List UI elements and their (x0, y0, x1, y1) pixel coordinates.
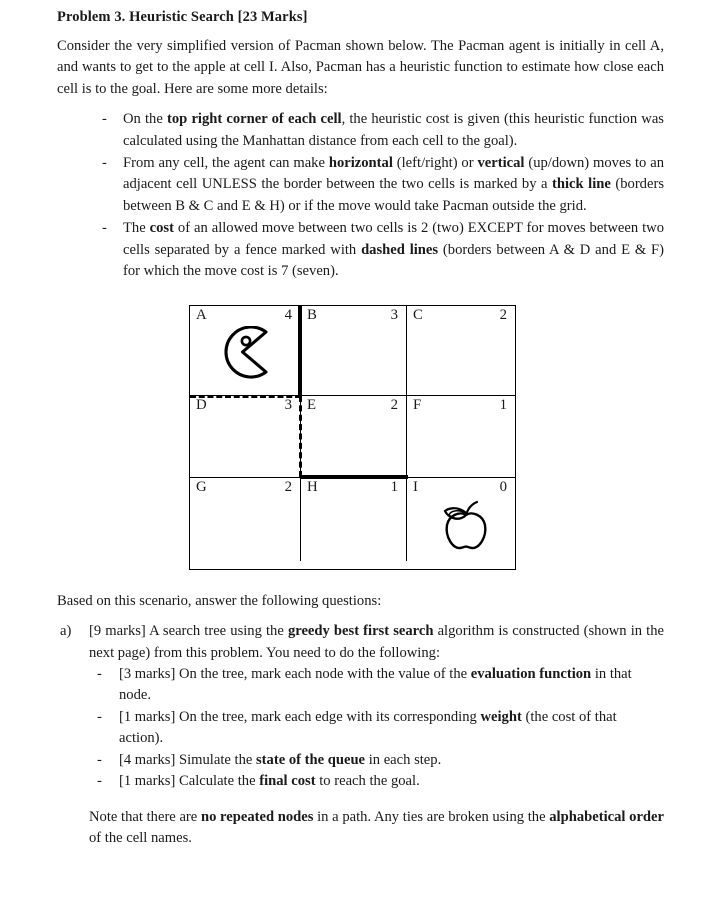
fence-dashed-a-d (190, 395, 301, 398)
grid-cell-f-heuristic: 1 (499, 396, 507, 413)
grid-cell-g (190, 478, 301, 561)
subtask-2-pre: [1 marks] On the tree, mark each edge with its corresponding (119, 708, 481, 725)
fence-dashed-e-f (299, 396, 302, 477)
grid-cell-a-label: A (196, 306, 207, 323)
subtask-queue-state (89, 750, 664, 771)
bullet-dash-icon: - (102, 155, 107, 172)
questions-list (57, 621, 664, 793)
subtask-4-post: to reach the goal. (315, 773, 420, 790)
grid-cell-d (190, 396, 301, 478)
subtask-4-bold: final cost (259, 773, 316, 790)
grid-cell-f (407, 396, 515, 478)
grid-cell-i-label: I (413, 478, 418, 495)
detail-moves-bold-thickline: thick line (552, 176, 611, 193)
page-title: Problem 3. Heuristic Search [23 Marks] (57, 9, 308, 25)
grid-cell-e (301, 396, 407, 478)
bullet-dash-icon: - (97, 665, 102, 682)
grid-cell-g-heuristic: 2 (284, 478, 292, 495)
subtask-1-post: in that node. (119, 665, 632, 704)
detail-moves-bold-horizontal: horizontal (328, 155, 393, 172)
grid-cell-g-label: G (196, 478, 207, 495)
grid-cell-h (301, 478, 407, 561)
detail-cost-post: (borders between A & D and E & F) for which the move cost is 7 (seven). (123, 241, 664, 280)
detail-cost-bold-cost: cost (149, 220, 174, 237)
grid-cell-c-label: C (413, 306, 423, 323)
detail-heuristic-post: , the heuristic cost is given (this heuristic function was calculated using the Manhattan distance from each cell to the goal). (123, 111, 664, 149)
grid-cell-a (190, 306, 301, 396)
grid-cell-f-label: F (413, 396, 422, 413)
grid-cell-a-heuristic: 4 (284, 306, 292, 323)
detail-moves-mid2: (up/down) moves to an adjacent cell UNLESS the border between the two cells is marked by a (123, 155, 664, 193)
detail-heuristic-bold: top right corner of each cell (167, 111, 342, 128)
bullet-dash-icon: - (102, 220, 107, 237)
pacman-grid (189, 305, 516, 570)
detail-cost (84, 218, 664, 282)
subtask-1-pre: [3 marks] On the tree, mark each node with the value of the (119, 665, 471, 682)
note-pre: Note that there are (89, 808, 201, 825)
subtask-3-bold: state of the queue (256, 751, 366, 768)
note-bold-no-repeated: no repeated nodes (200, 808, 314, 825)
grid-cell-b-label: B (307, 306, 317, 323)
subtask-4-pre: [1 marks] Calculate the (119, 773, 260, 790)
grid-cell-h-label: H (307, 478, 318, 495)
question-a-subtasks (89, 664, 664, 793)
subtask-3-pre: [4 marks] Simulate the (119, 751, 256, 768)
grid-cell-d-heuristic: 3 (284, 396, 292, 413)
note-bold-alphabetical: alphabetical order (549, 808, 664, 825)
based-on-scenario-text: Based on this scenario, answer the following questions: (57, 592, 382, 609)
apple-icon (435, 495, 497, 558)
grid-cell-b-heuristic: 3 (390, 306, 398, 323)
detail-moves (84, 153, 664, 217)
question-a-post: algorithm is constructed (shown in the next page) from this problem. You need to do the following: (89, 623, 664, 661)
subtask-3-post: in each step. (365, 751, 442, 768)
question-a-marker: a) (60, 623, 72, 640)
grid-cell-c-heuristic: 2 (499, 306, 507, 323)
intro-paragraph: Consider the very simplified version of Pacman shown below. The Pacman agent is initially in cell A, and wants to get to the apple at cell I. Also, Pacman has a heuristic function to estimate how close each cell is to the goal. Here are some more details: (57, 37, 664, 97)
detail-heuristic (84, 109, 664, 152)
detail-heuristic-pre: On the (123, 111, 167, 128)
pacman-grid-figure (57, 305, 664, 577)
wall-thick-b-c (298, 305, 302, 396)
detail-moves-bold-vertical: vertical (477, 155, 525, 172)
wall-thick-e-h (300, 475, 408, 479)
subtask-2-post: (the cost of that action). (119, 708, 617, 747)
subtask-1-bold: evaluation function (470, 665, 592, 682)
question-a-pre: [9 marks] A search tree using the (89, 623, 288, 640)
detail-cost-mid1: of an allowed move between two cells is 2 (two) EXCEPT for moves between two cells separated by a fence marked with (123, 220, 665, 258)
subtask-evaluation-function (89, 664, 664, 707)
grid-cell-h-heuristic: 1 (390, 478, 398, 495)
note-paragraph (89, 807, 664, 850)
detail-cost-bold-dashed: dashed lines (361, 241, 439, 258)
bullet-dash-icon: - (97, 708, 102, 725)
detail-moves-post: (borders between B & C and E & H) or if the move would take Pacman outside the grid. (123, 176, 664, 214)
bullet-dash-icon: - (102, 111, 107, 128)
subtask-final-cost (89, 771, 664, 792)
grid-cell-e-heuristic: 2 (390, 396, 398, 413)
subtask-2-bold: weight (480, 708, 522, 725)
grid-cell-d-label: D (196, 396, 207, 413)
grid-cell-c (407, 306, 515, 396)
subtask-edge-weight (89, 707, 664, 750)
note-mid: in a path. Any ties are broken using the (313, 808, 550, 825)
note-post: of the cell names. (89, 830, 192, 847)
grid-cell-e-label: E (307, 396, 317, 413)
details-list (84, 109, 664, 283)
detail-moves-mid1: (left/right) or (392, 155, 478, 172)
bullet-dash-icon: - (97, 773, 102, 790)
question-a (57, 621, 664, 793)
detail-cost-pre: The (123, 220, 150, 237)
grid-cell-i-heuristic: 0 (499, 478, 507, 495)
grid-cell-b (301, 306, 407, 396)
grid-cell-i (407, 478, 515, 561)
question-a-bold: greedy best first search (287, 623, 434, 640)
bullet-dash-icon: - (97, 751, 102, 768)
detail-moves-pre: From any cell, the agent can make (123, 155, 329, 172)
questions-section (57, 591, 664, 850)
pacman-icon (216, 326, 272, 385)
